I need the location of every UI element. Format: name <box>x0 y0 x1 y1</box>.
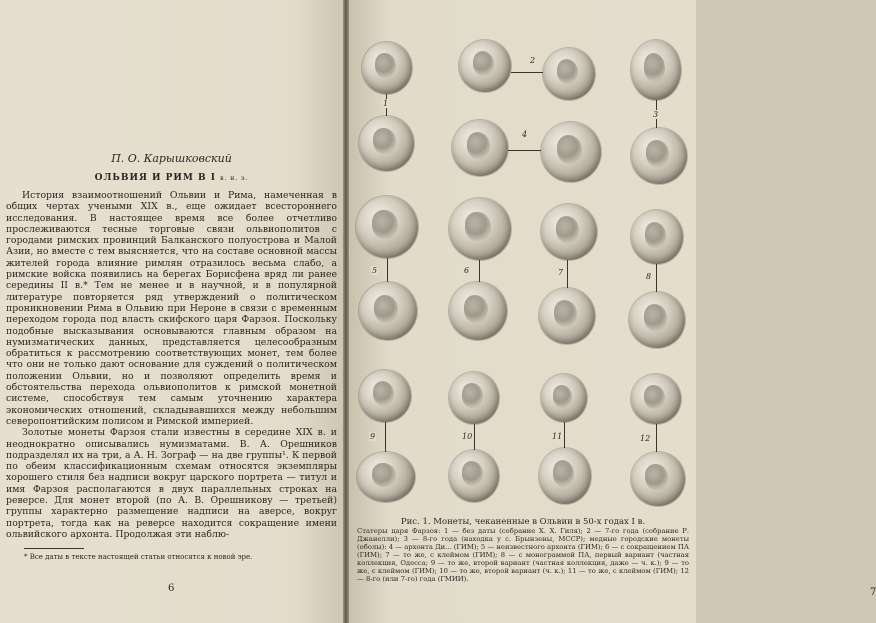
coin-label-9: 9 <box>370 432 376 441</box>
figure-caption-title: Рис. 1. Монеты, чеканенные в Ольвии в 50-х годах I в. <box>400 517 646 527</box>
coin-image <box>541 204 597 260</box>
connector-line <box>479 260 480 282</box>
coin-image <box>543 48 595 100</box>
coin-label-12: 12 <box>640 434 651 443</box>
coin-label-5: 5 <box>372 266 378 275</box>
right-page <box>349 0 876 623</box>
connector-line <box>511 72 543 73</box>
coin-image <box>449 450 499 502</box>
left-page <box>0 0 343 623</box>
connector-line <box>508 150 541 151</box>
connector-line <box>387 258 388 282</box>
coin-label-4: 4 <box>522 130 528 139</box>
coin-image <box>452 120 508 176</box>
page-number-right: 7 <box>870 587 876 598</box>
coin-image <box>631 210 683 264</box>
coin-image <box>449 372 499 424</box>
footnote: * Все даты в тексте настоящей статьи относятся к новой эре. <box>24 553 253 561</box>
connector-line <box>564 422 565 448</box>
coin-image <box>631 374 681 424</box>
coin-image <box>631 40 681 100</box>
coin-label-10: 10 <box>462 432 473 441</box>
figure-caption-text: Статеры царя Фарзоя: 1 — без даты (собрание Х. Х. Гиля); 2 — 7-го года (собрание Р. Джанелли); 3 — 8-го года (находка у с. Брынзены, МССР); медные городские монеты (оболы): 4 — архонта Ди... (ГИМ); 5 — неизвестного архонта (ГИМ); 6 — с сокращением ПА (ГИМ); 7 — то же, с клеймом (ГИМ); 8 — с монограммой ПА, первый вариант (частная коллекция, Одесса; 9 — то же, второй вариант (частная коллекция, даже — ч. к.); 9 — то же, с клеймом (ГИМ); 10 — то же, второй вариант (ч. к.); 11 — то же, с клеймом (ГИМ); 12 — 8-го (или 7-го) года (ГМИИ). <box>357 527 689 583</box>
article-body <box>6 190 337 540</box>
article-title <box>0 173 343 183</box>
coin-image <box>357 452 415 502</box>
connector-line <box>656 264 657 292</box>
page-number-left: 6 <box>168 583 175 594</box>
coin-label-3: 3 <box>653 110 659 119</box>
connector-line <box>474 424 475 450</box>
coin-image <box>359 116 414 171</box>
coin-image <box>359 282 417 340</box>
paragraph-1: История взаимоотношений Ольвии и Рима, намеченная в общих чертах учеными XIX в., еще ожидает всестороннего исследования. В настоящее время все более отчетливо прослеживаются тесные торговые связи ольвиополитов с городами римских провинций Балканского полуострова и Малой Азии, но вместе с тем выясняется, что на составе основной массы жителей города влияние римлян отразилось весьма слабо, а римские войска появились на берегах Борисфена вряд ли ранее середины II в.* Тем не менее и в научной, и в популярной литературе повторяется ряд утверждений о политическом проникновении Рима в Ольвию при Нероне в связи с временным переходом города под власть скифского царя Фарзоя. Поскольку подобные высказывания основываются главным образом на нумизматических данных, представляется целесообразным обратиться к рассмотрению соответствующих монет, тем более что они не только дают основание для суждений о политическом положении Ольвии, но и позволяют определить время и обстоятельства перехода ольвиополитов к римской монетной системе, способствуя тем самым уточнению характера экономических отношений, складывавшихся между небольшим северопонтийским полисом и Римской империей. <box>6 190 337 427</box>
coin-image <box>631 128 687 184</box>
footnote-separator <box>24 548 84 549</box>
coin-image <box>541 122 601 182</box>
coin-image <box>359 370 411 422</box>
article-title-suffix: в. н. э. <box>220 175 249 182</box>
coin-image <box>356 196 418 258</box>
coin-image <box>449 282 507 340</box>
coin-label-11: 11 <box>552 432 563 441</box>
connector-line <box>385 422 386 452</box>
coin-image <box>629 292 685 348</box>
coin-label-1: 1 <box>383 99 389 108</box>
coin-plate <box>349 0 696 510</box>
connector-line <box>656 424 657 452</box>
coin-image <box>362 42 412 94</box>
coin-image <box>449 198 511 260</box>
coin-image <box>631 452 685 506</box>
coin-label-2: 2 <box>530 56 536 65</box>
paragraph-2: Золотые монеты Фарзоя стали известны в середине XIX в. и неоднократно описывались нумизматами. В. А. Орешников подразделял их на три, а А. Н. Зограф — на две группы¹. К первой по обеим классификационным схемам относятся экземпляры хорошего стиля без надписи вокруг царского портрета — титул и имя Фарзоя располагаются в двух параллельных строках на реверсе. Для монет второй (по А. В. Орешникову — третьей) группы характерно размещение надписи на аверсе, вокруг портрета, тогда как на реверсе находится сокращение имени ольвийского архонта. Продолжая эти наблю- <box>6 427 337 540</box>
coin-label-6: 6 <box>464 266 470 275</box>
coin-image <box>539 288 595 344</box>
coin-label-7: 7 <box>558 268 564 277</box>
connector-line <box>567 260 568 288</box>
coin-image <box>541 374 587 422</box>
coin-image <box>539 448 591 504</box>
coin-image <box>459 40 511 92</box>
coin-label-8: 8 <box>646 272 652 281</box>
figure-caption <box>357 518 689 583</box>
article-title-main: ОЛЬВИЯ И РИМ В I <box>94 173 216 183</box>
author-name: П. О. Карышковский <box>111 152 232 165</box>
